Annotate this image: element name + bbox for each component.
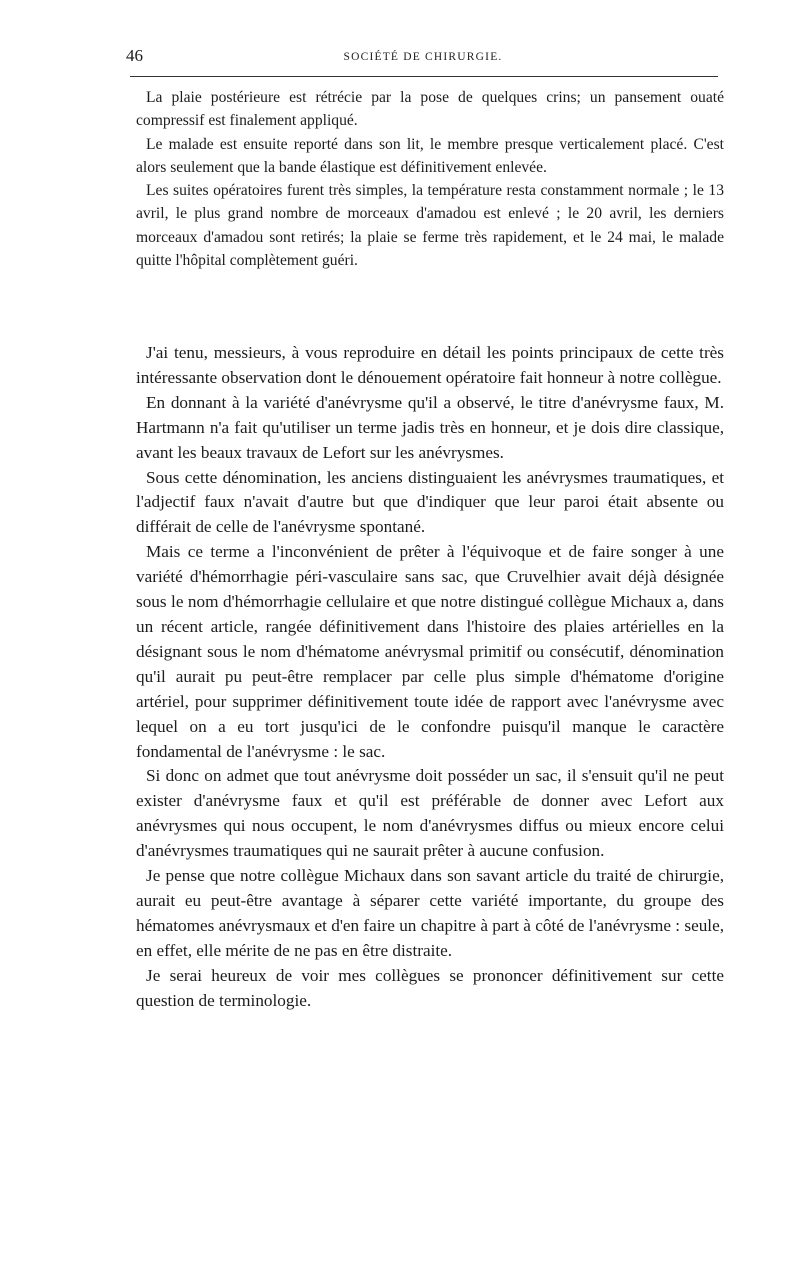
commentary-paragraph: Mais ce terme a l'inconvénient de prêter à l'équivoque et de faire songer à une variété d'hémorrhagie péri-vasculaire sans sac, que Cruvelhier avait déjà désignée sous le nom d'hémorrhagie cellulaire et que notre distingué collègue Michaux a, dans un récent article, rangée définitivement dans l'histoire des plaies artérielles en la désignant sous le nom d'hématome anévrysmal primitif ou consécutif, dénomination qu'il aurait pu peut-être remplacer par celle plus simple d'hématome d'origine artériel, pour supprimer définitivement toute idée de rapport avec l'anévrysme avec lequel on a eu tort jusqu'ici de le confondre puisqu'il manque le caractère fondamental de l'anévrysme : le sac. [136,542,724,761]
commentary-paragraph: Je serai heureux de voir mes collègues se prononcer définitivement sur cette question de terminologie. [136,965,724,1010]
page-number: 46 [126,46,143,65]
commentary-paragraph: Sous cette dénomination, les anciens distinguaient les anévrysmes traumatiques, et l'adjectif faux n'avait d'autre but que d'indiquer que leur paroi était absente ou différait de celle de l'anévrysme spontané. [136,467,724,537]
header-rule [130,76,718,77]
commentary-section [136,341,724,1013]
page-header [126,44,720,68]
commentary-paragraph: Je pense que notre collègue Michaux dans son savant article du traité de chirurgie, aurait eu peut-être avantage à séparer cette variété importante, du groupe des hématomes anévrysmaux et d'en faire un chapitre à part à côté de l'anévrysme : seule, en effet, elle mérite de ne pas en être distraite. [136,866,724,960]
commentary-paragraph: En donnant à la variété d'anévrysme qu'il a observé, le titre d'anévrysme faux, M. Hartmann n'a fait qu'utiliser un terme jadis très en honneur, et je dois dire classique, avant les beaux travaux de Lefort sur les anévrysmes. [136,392,724,462]
case-report-paragraph: Les suites opératoires furent très simples, la température resta constamment normale ; le 13 avril, le plus grand nombre de morceaux d'amadou est enlevé ; le 20 avril, les derniers morceaux d'amadou sont retirés; la plaie se ferme très rapidement, et le 24 mai, le malade quitte l'hôpital complètement guéri. [136,182,724,270]
commentary-paragraph: J'ai tenu, messieurs, à vous reproduire en détail les points principaux de cette très intéressante observation dont le dénouement opératoire fait honneur à notre collègue. [136,343,724,387]
running-head: SOCIÉTÉ DE CHIRURGIE. [343,51,503,63]
case-report-paragraph: Le malade est ensuite reporté dans son lit, le membre presque verticalement placé. C'est alors seulement que la bande élastique est définitivement enlevée. [136,135,724,176]
case-report-paragraph: La plaie postérieure est rétrécie par la pose de quelques crins; un pansement ouaté compressif est finalement appliqué. [136,89,724,130]
commentary-paragraph: Si donc on admet que tout anévrysme doit posséder un sac, il s'ensuit qu'il ne peut exister d'anévrysme faux et qu'il est préférable de donner avec Lefort aux anévrysmes qui nous occupent, le nom d'anévrysmes diffus ou mieux encore celui d'anévrysmes traumatiques qui ne saurait prêter à aucune confusion. [136,766,724,861]
case-report-section [136,86,724,272]
